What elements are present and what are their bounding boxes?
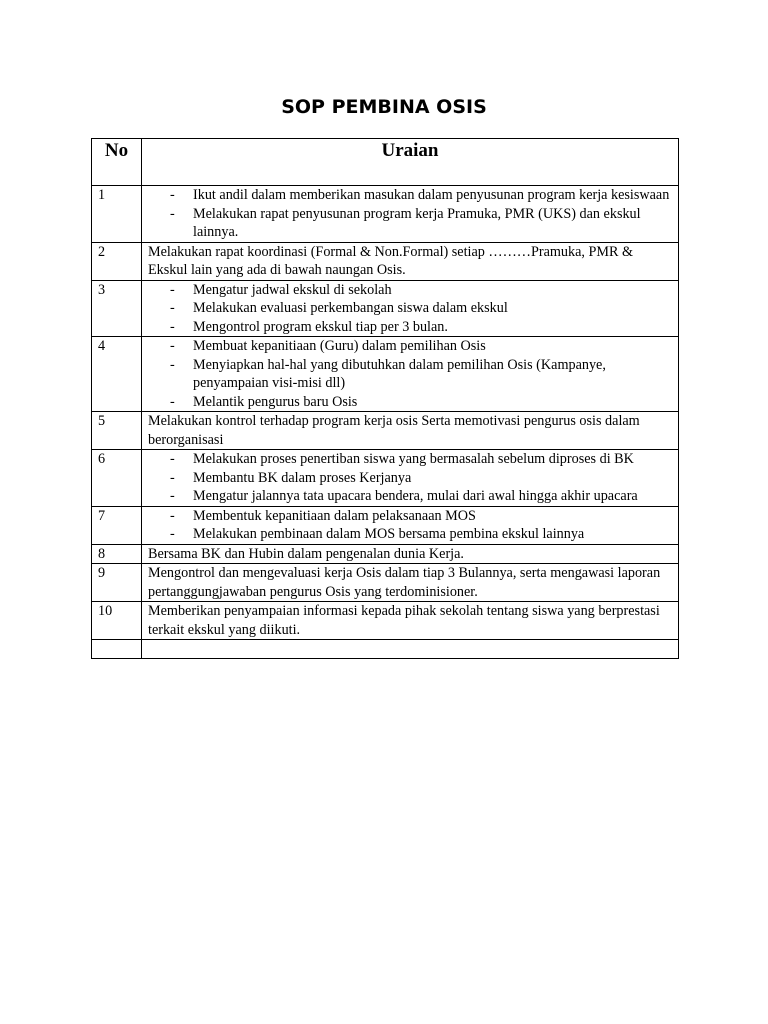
row-description <box>142 450 679 507</box>
list-item-text: Ikut andil dalam memberikan masukan dalam penyusunan program kerja kesiswaan <box>193 187 670 203</box>
row-description <box>142 280 679 337</box>
row-description <box>142 506 679 544</box>
page-title: SOP PEMBINA OSIS <box>281 96 487 118</box>
dash-bullet: - <box>170 187 175 203</box>
empty-cell <box>92 640 142 659</box>
column-header-no: No <box>92 139 142 186</box>
list-item-text: Membentuk kepanitiaan dalam pelaksanaan MOS <box>193 507 476 524</box>
table-row <box>92 450 679 507</box>
list-item <box>148 393 672 412</box>
row-description <box>142 337 679 412</box>
list-item-text: Menyiapkan hal-hal yang dibutuhkan dalam pemilihan Osis (Kampanye, penyampaian visi-misi dll) <box>193 356 606 391</box>
column-header-uraian: Uraian <box>142 139 679 186</box>
bullet-list <box>148 337 672 411</box>
row-number: 9 <box>92 564 142 602</box>
table-row-empty <box>92 640 679 659</box>
dash-bullet: - <box>170 451 175 467</box>
dash-bullet: - <box>170 488 175 504</box>
dash-bullet: - <box>170 507 175 524</box>
list-item <box>148 205 672 242</box>
dash-bullet: - <box>170 526 175 542</box>
list-item-text: Melantik pengurus baru Osis <box>193 393 358 410</box>
table-header-row <box>92 139 679 186</box>
sop-table <box>91 138 679 659</box>
list-item <box>148 281 672 300</box>
bullet-list <box>148 186 672 242</box>
row-description: Bersama BK dan Hubin dalam pengenalan dunia Kerja. <box>142 544 679 564</box>
list-item-text: Melakukan proses penertiban siswa yang bermasalah sebelum diproses di BK <box>193 451 634 467</box>
row-number: 7 <box>92 506 142 544</box>
list-item-text: Melakukan pembinaan dalam MOS bersama pembina ekskul lainnya <box>193 526 585 542</box>
list-item <box>148 507 672 526</box>
bullet-list <box>148 450 672 506</box>
table-row <box>92 544 679 564</box>
list-item-text: Membuat kepanitiaan (Guru) dalam pemilihan Osis <box>193 338 486 354</box>
dash-bullet: - <box>170 393 175 410</box>
row-description: Memberikan penyampaian informasi kepada pihak sekolah tentang siswa yang berprestasi terkait ekskul yang diikuti. <box>142 602 679 640</box>
list-item <box>148 356 672 393</box>
list-item <box>148 525 672 544</box>
table-row <box>92 412 679 450</box>
list-item-text: Melakukan rapat penyusunan program kerja Pramuka, PMR (UKS) dan ekskul lainnya. <box>193 205 641 240</box>
row-number: 8 <box>92 544 142 564</box>
list-item <box>148 318 672 337</box>
dash-bullet: - <box>170 281 175 298</box>
list-item <box>148 299 672 318</box>
list-item-text: Membantu BK dalam proses Kerjanya <box>193 469 412 486</box>
table-row <box>92 506 679 544</box>
dash-bullet: - <box>170 338 175 354</box>
row-number: 1 <box>92 186 142 243</box>
row-description: Melakukan kontrol terhadap program kerja osis Serta memotivasi pengurus osis dalam berorganisasi <box>142 412 679 450</box>
list-item <box>148 337 672 356</box>
list-item <box>148 469 672 488</box>
row-number: 4 <box>92 337 142 412</box>
row-description: Melakukan rapat koordinasi (Formal & Non.Formal) setiap ………Pramuka, PMR & Ekskul lain yang ada di bawah naungan Osis. <box>142 242 679 280</box>
list-item-text: Melakukan evaluasi perkembangan siswa dalam ekskul <box>193 300 508 316</box>
bullet-list <box>148 507 672 544</box>
list-item <box>148 487 672 506</box>
row-number: 2 <box>92 242 142 280</box>
dash-bullet: - <box>170 356 175 373</box>
dash-bullet: - <box>170 205 175 222</box>
empty-cell <box>142 640 679 659</box>
row-number: 10 <box>92 602 142 640</box>
dash-bullet: - <box>170 318 175 335</box>
list-item <box>148 186 672 205</box>
list-item-text: Mengontrol program ekskul tiap per 3 bulan. <box>193 318 448 335</box>
table-row <box>92 242 679 280</box>
list-item <box>148 450 672 469</box>
table-row <box>92 564 679 602</box>
table-row <box>92 337 679 412</box>
table-row <box>92 280 679 337</box>
row-number: 5 <box>92 412 142 450</box>
row-number: 6 <box>92 450 142 507</box>
row-description: Mengontrol dan mengevaluasi kerja Osis dalam tiap 3 Bulannya, serta mengawasi laporan pertanggungjawaban pengurus Osis yang terdominisioner. <box>142 564 679 602</box>
list-item-text: Mengatur jalannya tata upacara bendera, mulai dari awal hingga akhir upacara <box>193 488 638 504</box>
table-row <box>92 186 679 243</box>
dash-bullet: - <box>170 469 175 486</box>
dash-bullet: - <box>170 300 175 316</box>
row-description <box>142 186 679 243</box>
list-item-text: Mengatur jadwal ekskul di sekolah <box>193 281 392 298</box>
row-number: 3 <box>92 280 142 337</box>
table-row <box>92 602 679 640</box>
bullet-list <box>148 281 672 337</box>
